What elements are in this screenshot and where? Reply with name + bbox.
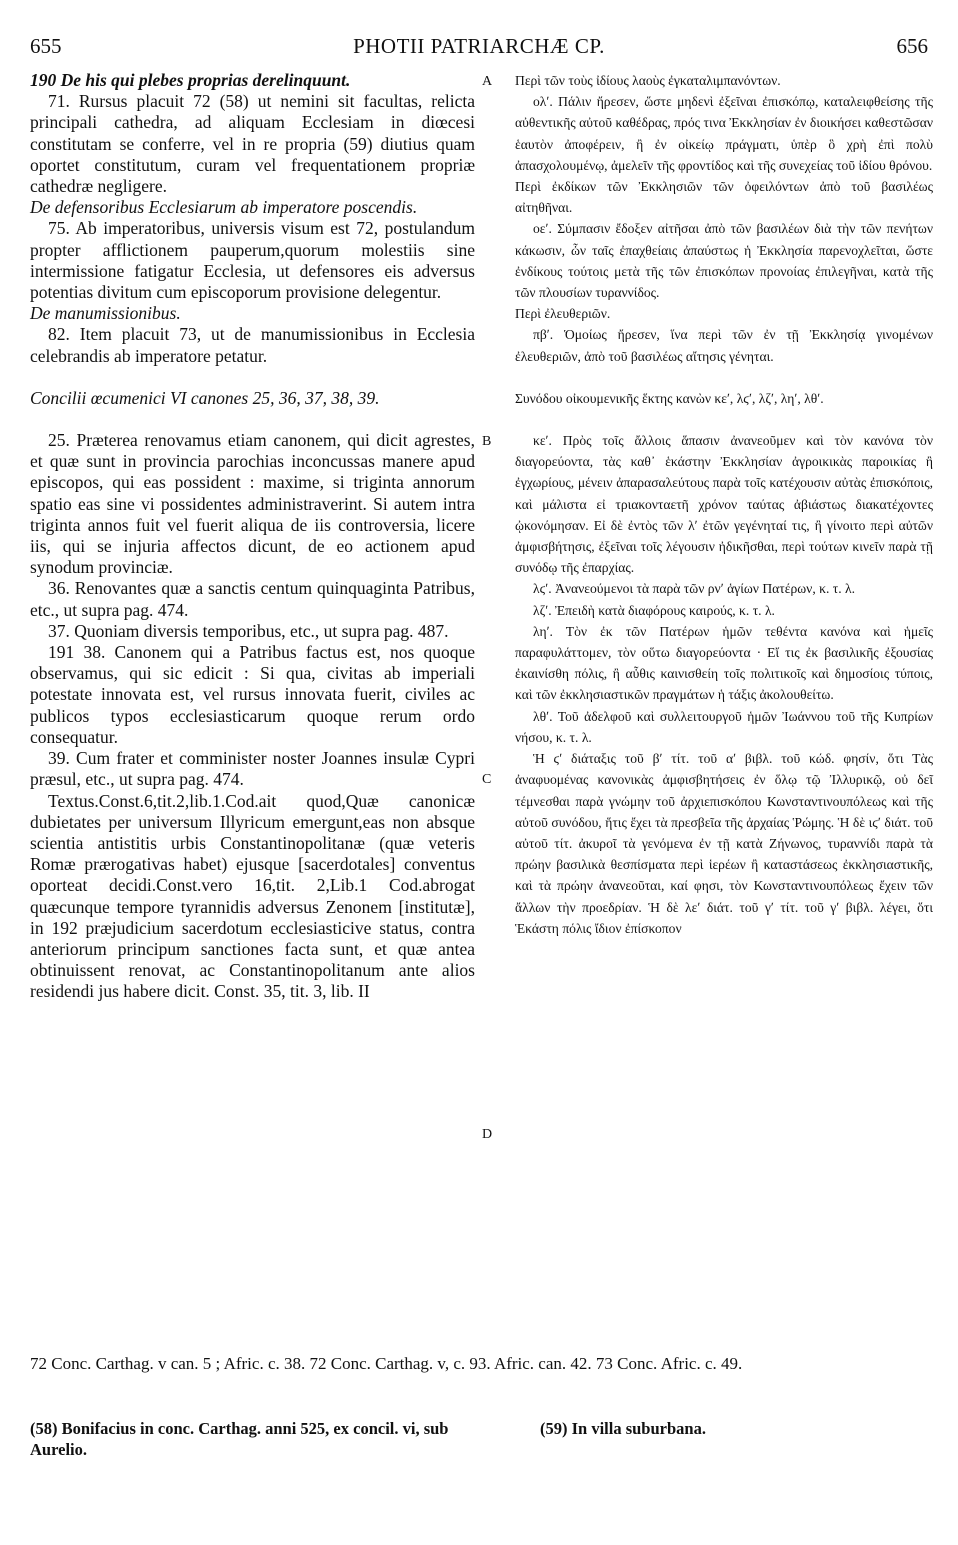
greek-canon-36: λϛʹ. Ἀνανεούμενοι τὰ παρὰ τῶν ρνʹ ἁγίων Πατέρων, κ. τ. λ.: [533, 581, 856, 597]
footnote-58: (58) Bonifacius in conc. Carthag. anni 525, ex concil. vi, sub Aurelio.: [30, 1419, 449, 1459]
latin-canon-36: 36. Renovantes quæ a sanctis centum quinquaginta Patribus, etc., ut supra pag. 474.: [30, 578, 475, 620]
latin-canon-71: 71. Rursus placuit 72 (58) ut nemini sit facultas, relicta principali cathedra, ad aliquam Ecclesiam in diœcesi constitutam se conferre, vel in re propria (59) diutius quam oportet constitutum, curam vel frequentationem propriæ cathedræ negligere.: [30, 91, 475, 197]
greek-heading-ekdikon: Περὶ ἐκδίκων τῶν Ἐκκλησιῶν τῶν ὀφειλόντων ἀπὸ τοῦ βασιλέως αἰτηθῆναι.: [515, 179, 933, 216]
latin-canon-82: 82. Item placuit 73, ut de manumissionibus in Ecclesia celebrandis ab imperatore petatur.: [30, 324, 475, 366]
latin-textus: Textus.Const.6,tit.2,lib.1.Cod.ait quod,Quæ canonicæ dubietates per universum Illyricum emergunt,eas non absque scientia antistitis urbis Constantinopolitanæ (quæ veteris Romæ prærogativas habet) ejusque [sacerdotales] conventus oporteat decidi.Const.vero 16,tit. 2,Lib.1 Cod.abrogat quæcunque tempore tyrannidis adversus Zenonem [institutæ], in 192 præjudicium sacerdotum ecclesiasticive status, contra anteriorum principum sanctiones facta sunt, et quæ antea obtinuissent renovat, ac Constantinopolitanum ante alios residendi jus habere dicit. Const. 35, tit. 3, lib. II: [30, 790, 475, 1002]
latin-column: [30, 70, 475, 1003]
greek-canon-37: λζʹ. Ἐπειδὴ κατὰ διαφόρους καιρούς, κ. τ. λ.: [533, 602, 775, 618]
greek-heading-laous: Περὶ τῶν τοὺς ἰδίους λαοὺς ἐγκαταλιμπανόντων.: [515, 73, 781, 88]
margin-letter-b: B: [482, 434, 492, 449]
latin-canon-38: 191 38. Canonem qui a Patribus factus est, nos quoque observamus, qui sic edicit : Si qua, civitas ab imperiali potestate innovata est, vel rursus innovata fuerit, civiles ac publicos typos ecclesiasticarum quoque rerum ordo consequatur.: [30, 642, 475, 747]
greek-heading-synodou: Συνόδου οἰκουμενικῆς ἕκτης κανὼν κεʹ, λϛʹ, λζʹ, ληʹ, λθʹ.: [515, 390, 824, 406]
latin-canon-37: 37. Quoniam diversis temporibus, etc., ut supra pag. 487.: [48, 620, 449, 641]
greek-canon-82: πβʹ. Ὁμοίως ἤρεσεν, ἵνα περὶ τῶν ἐν τῇ Ἐκκλησίᾳ γινομένων ἐλευθεριῶν, ἀπὸ τοῦ βασιλέως αἴτησις γένηται.: [515, 327, 933, 364]
page-number-right: 656: [896, 34, 928, 58]
greek-diataxis: Ἡ ϛʹ διάταξις τοῦ βʹ τίτ. τοῦ αʹ βιβλ. τοῦ κώδ. φησίν, ὅτι Τὰς ἀναφυομένας κανονικὰς ἀμφισβητήσεις ἐν ὅλῳ τῷ Ἰλλυρικῷ, οὐ δεῖ τέμνεσθαι παρὰ γνώμην τοῦ ἀρχιεπισκόπου Κωνσταντινουπόλεως καὶ τῆς αὐτοῦ συνόδου, ἥτις ἔχει τὰ πρεσβεῖα τῆς ἀρχαίας Ῥώμης. Ἡ δὲ ιϛʹ διάτ. τοῦ αὐτοῦ τίτ. ἀκυροῖ τὰ γενόμενα ἐν τῇ κατὰ Ζήνωνος, τυραννίδι παρὰ τὰ πρώην βασιλικὰ θεσπίσματα περὶ ἱερέων ἢ καταστάσεως ἐκκλησιαστικῆς, καὶ τὰ πρώην ἀνανεοῦται, καί φησι, τὸν Κωνσταντινουπόλεως ἔχειν τῶν ἄλλων τὴν προεδρίαν. Ἡ δὲ λεʹ διάτ. τοῦ γʹ τίτ. τοῦ γʹ βιβλ. λέγει, ὅτι Ἑκάστη πόλις ἴδιον ἐπίσκοπον: [515, 751, 933, 936]
latin-canon-39: 39. Cum frater et comminister noster Joannes insulæ Cypri præsul, etc., ut supra pag. 474.: [30, 748, 475, 790]
footnotes-editor: [30, 1418, 930, 1460]
latin-heading-concilii: Concilii œcumenici VI canones 25, 36, 37, 38, 39.: [30, 387, 380, 408]
greek-column: [515, 70, 933, 939]
running-header: [30, 34, 928, 64]
greek-canon-71: ολʹ. Πάλιν ἤρεσεν, ὥστε μηδενὶ ἐξεῖναι ἐπισκόπῳ, καταλειφθείσης τῆς αὐθεντικῆς αὐτοῦ καθέδρας, πρός τινα Ἐκκλησίαν ἐν διοικήσει καθεστῶσαν ἑαυτὸν ἀποφέρειν, ἢ ἐν οἰκείῳ πράγματι, ὑπὲρ ὃ χρὴ ἐπὶ πολὺ ἀπασχολουμένῳ, ἀμελεῖν τῆς φροντίδος καὶ τῆς συνεχείας τοῦ ἰδίου θρόνου.: [515, 94, 933, 173]
greek-canon-39: λθʹ. Τοῦ ἀδελφοῦ καὶ συλλειτουργοῦ ἡμῶν Ἰωάννου τοῦ τῆς Κυπρίων νήσου, κ. τ. λ.: [515, 708, 933, 745]
margin-letter-d: D: [482, 1127, 493, 1142]
latin-heading-manumissio: De manumissionibus.: [30, 303, 181, 324]
greek-canon-25: κεʹ. Πρὸς τοῖς ἄλλοις ἅπασιν ἀνανεοῦμεν καὶ τὸν κανόνα τὸν διαγορεύοντα, τὰς καθ᾽ ἑκάστην Ἐκκλησίαν ἀγροικικὰς παροικίας ἢ ἐγχωρίους, μένειν ἀπαρασαλεύτους παρὰ τοῖς κατέχουσιν αὐτὰς ἐπισκόποις, καὶ μάλιστα εἰ τριακονταετῆ χρόνον ταύτας ἀβιάστως διακατέχοντες ᾠκονόμησαν. Εἰ δὲ ἐντὸς τῶν λʹ ἐτῶν γεγένηταί τις, ἢ γίνοιτο περὶ αὐτῶν ἀμφισβήτησις, ἐξεῖναι τοῖς λέγουσιν ἠδικῆσθαι, περὶ τούτων κινεῖν παρὰ τῇ συνόδῳ τῆς ἐπαρχίας.: [515, 433, 933, 576]
footnote-59: (59) In villa suburbana.: [540, 1419, 706, 1438]
margin-letter-a: A: [482, 74, 493, 89]
greek-heading-eleutherion: Περὶ ἐλευθεριῶν.: [515, 306, 611, 322]
running-title: PHOTII PATRIARCHÆ CP.: [353, 34, 605, 58]
latin-canon-25: 25. Præterea renovamus etiam canonem, qui dicit agrestes, et quæ sunt in provincia parochias inconcussas manere apud episcopos, qui eas possident : maxime, si triginta annorum spatio eas sine vi possidentes administraverint. Si autem intra triginta annos fuit vel fuerit aliqua de iis controversia, licere iis, qui se injuria affectos dicunt, de eo actionem apud synodum provinciæ.: [30, 430, 475, 578]
footnotes-canons: 72 Conc. Carthag. v can. 5 ; Afric. c. 38. 72 Conc. Carthag. v, c. 93. Afric. can. 42. 73 Conc. Afric. c. 49.: [30, 1354, 743, 1373]
greek-canon-38: ληʹ. Τὸν ἐκ τῶν Πατέρων ἡμῶν τεθέντα κανόνα καὶ ἡμεῖς παραφυλάττομεν, τὸν οὕτω διαγορεύοντα · Εἴ τις ἐκ βασιλικῆς ἐξουσίας ἐκαινίσθη πόλις, ἢ αὖθις καινισθείη τοῖς πολιτικοῖς καὶ δημοσίοις τύποις, καὶ τῶν ἐκκλησιαστικῶν πραγμάτων ἡ τάξις ἀκολουθείτω.: [515, 623, 933, 703]
greek-canon-75: οεʹ. Σύμπασιν ἔδοξεν αἰτῆσαι ἀπὸ τῶν βασιλέων διὰ τὴν τῶν πενήτων κάκωσιν, ὧν ταῖς ἐπαχθείαις ἀπαύστως ἡ Ἐκκλησία παρενοχλεῖται, ὥστε ἐνδίκους τούτοις μετὰ τῆς τῶν ἐπισκόπων προνοίας ἐπιλεγῆναι, κατὰ τῆς τῶν πλουσίων τυραννίδος.: [515, 221, 933, 301]
latin-heading-190: 190 De his qui plebes proprias derelinquunt.: [30, 70, 351, 90]
latin-canon-75: 75. Ab imperatoribus, universis visum est 72, postulandum propter afflictionem pauperum,quorum molestiis sine intermissione fatigatur Ecclesia, ut defensores eis adversus potentias divitum cum episcoporum provisione delegentur.: [30, 218, 475, 303]
margin-letter-c: C: [482, 772, 492, 787]
page-number-left: 655: [30, 34, 62, 58]
latin-heading-defensores: De defensoribus Ecclesiarum ab imperatore poscendis.: [30, 197, 418, 218]
